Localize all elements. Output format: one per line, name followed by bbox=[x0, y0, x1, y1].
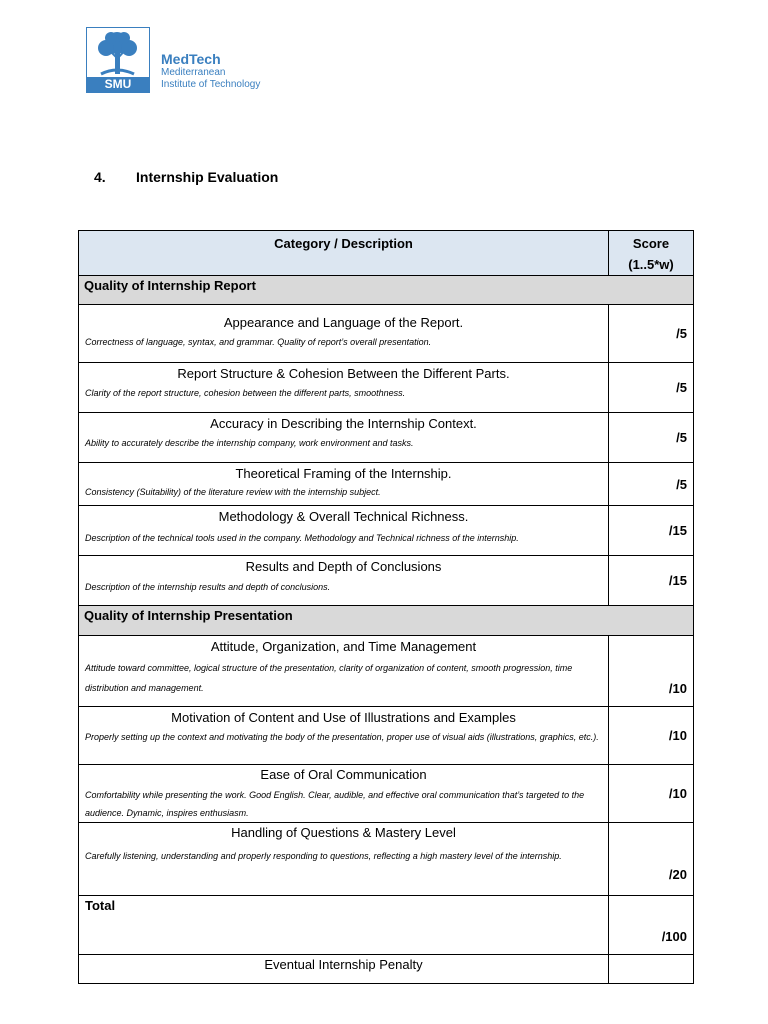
item-score: /5 bbox=[609, 463, 694, 506]
category-name: Quality of Internship Presentation bbox=[79, 606, 694, 636]
item-title: Methodology & Overall Technical Richness. bbox=[218, 509, 469, 524]
item-cell bbox=[79, 463, 609, 506]
table-row bbox=[79, 305, 694, 363]
section-title bbox=[94, 169, 278, 185]
header-score bbox=[609, 231, 694, 276]
item-title: Theoretical Framing of the Internship. bbox=[235, 466, 452, 481]
item-score: /15 bbox=[609, 506, 694, 556]
item-title: Ease of Oral Communication bbox=[260, 767, 427, 782]
item-cell bbox=[79, 305, 609, 363]
item-title: Motivation of Content and Use of Illustrations and Examples bbox=[171, 710, 516, 725]
item-description: Consistency (Suitability) of the literature review with the internship subject. bbox=[85, 487, 381, 497]
item-description: Carefully listening, understanding and properly responding to questions, reflecting a high mastery level of the internship. bbox=[85, 851, 562, 861]
item-score: /20 bbox=[609, 823, 694, 896]
total-label: Total bbox=[79, 896, 609, 955]
header-score-weight: (1..5*w) bbox=[628, 257, 674, 272]
table-row bbox=[79, 463, 694, 506]
table-row bbox=[79, 363, 694, 413]
table-row bbox=[79, 413, 694, 463]
item-score: /10 bbox=[609, 636, 694, 707]
item-title: Results and Depth of Conclusions bbox=[245, 559, 442, 574]
item-description: Properly setting up the context and motivating the body of the presentation, proper use of visual aids (illustrations, graphics, etc.). bbox=[85, 732, 599, 742]
total-score: /100 bbox=[609, 896, 694, 955]
penalty-row bbox=[79, 955, 694, 984]
table-row bbox=[79, 707, 694, 765]
header-category: Category / Description bbox=[79, 231, 609, 276]
logo-subtitle-2: Institute of Technology bbox=[161, 79, 261, 90]
logo-subtitle-1: Mediterranean bbox=[161, 67, 226, 78]
item-title: Appearance and Language of the Report. bbox=[223, 315, 464, 330]
evaluation-table bbox=[78, 230, 694, 984]
tree-icon bbox=[87, 28, 148, 78]
item-cell bbox=[79, 765, 609, 823]
category-row bbox=[79, 606, 694, 636]
item-description: Description of the technical tools used in the company. Methodology and Technical richness of the internship. bbox=[85, 533, 519, 543]
penalty-label: Eventual Internship Penalty bbox=[79, 955, 609, 984]
item-title: Accuracy in Describing the Internship Context. bbox=[210, 416, 477, 431]
table-row bbox=[79, 823, 694, 896]
penalty-score-cell bbox=[609, 955, 694, 984]
item-cell bbox=[79, 413, 609, 463]
item-cell bbox=[79, 636, 609, 707]
medtech-logo bbox=[86, 27, 260, 93]
category-name: Quality of Internship Report bbox=[79, 276, 694, 305]
table-header-row bbox=[79, 231, 694, 276]
item-score: /5 bbox=[609, 413, 694, 463]
table-row bbox=[79, 765, 694, 823]
item-score: /5 bbox=[609, 363, 694, 413]
item-description: Clarity of the report structure, cohesion between the different parts, smoothness. bbox=[85, 388, 406, 398]
item-cell bbox=[79, 506, 609, 556]
item-score: /10 bbox=[609, 765, 694, 823]
item-score: /10 bbox=[609, 707, 694, 765]
item-title: Handling of Questions & Mastery Level bbox=[231, 825, 456, 840]
item-score: /5 bbox=[609, 305, 694, 363]
item-description: Description of the internship results and depth of conclusions. bbox=[85, 582, 331, 592]
logo-text bbox=[161, 52, 260, 93]
logo-brand: MedTech bbox=[161, 51, 221, 67]
item-cell bbox=[79, 823, 609, 896]
item-description: Ability to accurately describe the internship company, work environment and tasks. bbox=[85, 438, 414, 448]
item-description: Attitude toward committee, logical structure of the presentation, clarity of organization of content, smooth progression, time distribution and management. bbox=[85, 663, 573, 693]
item-cell bbox=[79, 556, 609, 606]
total-row bbox=[79, 896, 694, 955]
item-cell bbox=[79, 363, 609, 413]
table-row bbox=[79, 636, 694, 707]
header-score-label: Score bbox=[632, 236, 670, 251]
section-heading: Internship Evaluation bbox=[136, 169, 279, 185]
item-cell bbox=[79, 707, 609, 765]
section-number: 4. bbox=[94, 169, 106, 185]
item-title: Report Structure & Cohesion Between the Different Parts. bbox=[177, 366, 510, 381]
item-description: Correctness of language, syntax, and grammar. Quality of report’s overall presentation. bbox=[85, 337, 432, 347]
table-row bbox=[79, 556, 694, 606]
item-title: Attitude, Organization, and Time Management bbox=[210, 639, 477, 654]
item-score: /15 bbox=[609, 556, 694, 606]
table-row bbox=[79, 506, 694, 556]
category-row bbox=[79, 276, 694, 305]
logo-badge: SMU bbox=[87, 77, 149, 92]
tree-logo-icon bbox=[86, 27, 150, 93]
item-description: Comfortability while presenting the work. Good English. Clear, audible, and effective oral communication that’s targeted to the audience. Dynamic, inspires enthusiasm. bbox=[85, 790, 585, 818]
